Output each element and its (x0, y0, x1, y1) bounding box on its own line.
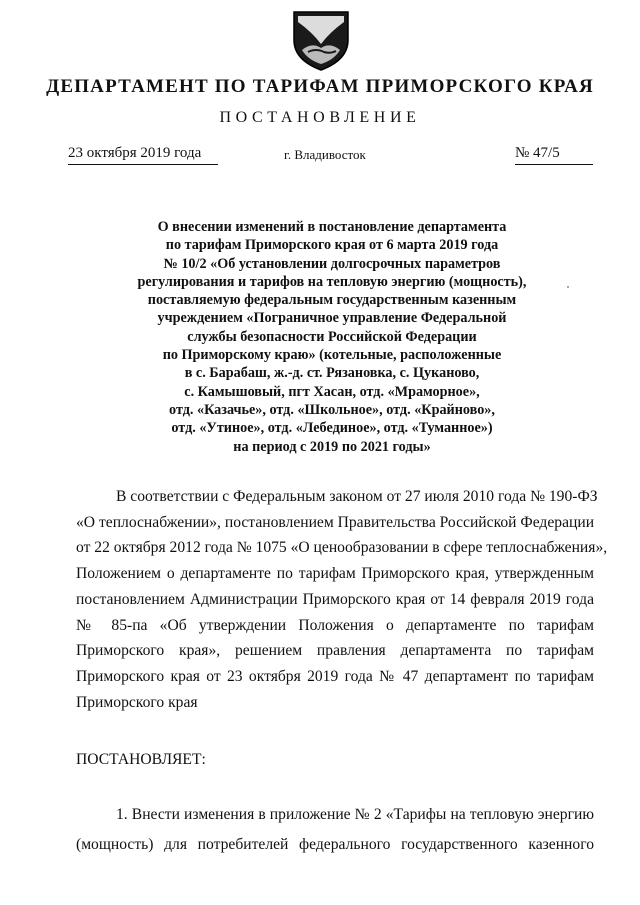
document-number: № 47/5 (515, 145, 593, 165)
subject-line: с. Камышовый, пгт Хасан, отд. «Мраморное», (184, 383, 480, 400)
paragraph-line: (мощность) для потребителей федерального государственного казенного (76, 836, 594, 853)
item-paragraph (76, 800, 594, 860)
department-title: ДЕПАРТАМЕНТ ПО ТАРИФАМ ПРИМОРСКОГО КРАЯ (46, 76, 594, 97)
coat-of-arms-icon (290, 10, 352, 72)
subject-line: по Приморскому краю» (котельные, расположенные (162, 347, 502, 364)
paragraph-line: «О теплоснабжении», постановлением Правительства Российской Федерации (76, 513, 595, 531)
subject-line: О внесении изменений в постановление департамента (157, 219, 507, 235)
subject-line: учреждением «Пограничное управление Федеральной (157, 310, 507, 327)
subject-line: на период с 2019 по 2021 годы» (233, 438, 431, 455)
paragraph-line: Положением о департаменте по тарифам Приморского края, утвержденным (76, 565, 594, 583)
subject-line: в с. Барабаш, ж.-д. ст. Рязановка, с. Цуканово, (184, 365, 480, 382)
paragraph-line: № 85-па «Об утверждении Положения о департаменте по тарифам (76, 616, 594, 634)
resolves-label: ПОСТАНОВЛЯЕТ: (76, 751, 206, 768)
subject-line: по тарифам Приморского края от 6 марта 2019 года (165, 237, 499, 254)
subject-line: отд. «Казачье», отд. «Школьное», отд. «Крайново», (169, 401, 495, 418)
document-subject (100, 218, 564, 456)
document-date: 23 октября 2019 года (68, 145, 218, 165)
subject-line: поставляемую федеральным государственным казенным (147, 292, 517, 309)
paragraph-line: В соответствии с Федеральным законом от 27 июля 2010 года № 190-ФЗ (116, 488, 598, 505)
paragraph-line: от 22 октября 2012 года № 1075 «О ценообразовании в сфере теплоснабжения», (76, 539, 608, 557)
paragraph-line: постановлением Администрации Приморского края от 14 февраля 2019 года (76, 590, 594, 608)
paragraph-line: Приморского края (76, 693, 198, 711)
document-type: ПОСТАНОВЛЕНИЕ (219, 109, 421, 126)
preamble-paragraph (76, 484, 608, 715)
subject-line: регулирования и тарифов на тепловую энергию (мощность), (137, 273, 527, 290)
paragraph-line: Приморского края», решением правления департамента по тарифам (76, 642, 594, 660)
subject-line: отд. «Утиное», отд. «Лебединое», отд. «Туманное») (171, 420, 493, 437)
document-city: г. Владивосток (284, 147, 366, 162)
paragraph-line: Приморского края от 23 октября 2019 года № 47 департамент по тарифам (76, 667, 594, 685)
subject-line: службы безопасности Российской Федерации (187, 328, 477, 345)
paragraph-line: 1. Внести изменения в приложение № 2 «Тарифы на тепловую энергию (116, 806, 594, 823)
scan-speck (567, 286, 569, 288)
subject-line: № 10/2 «Об установлении долгосрочных параметров (163, 255, 501, 272)
